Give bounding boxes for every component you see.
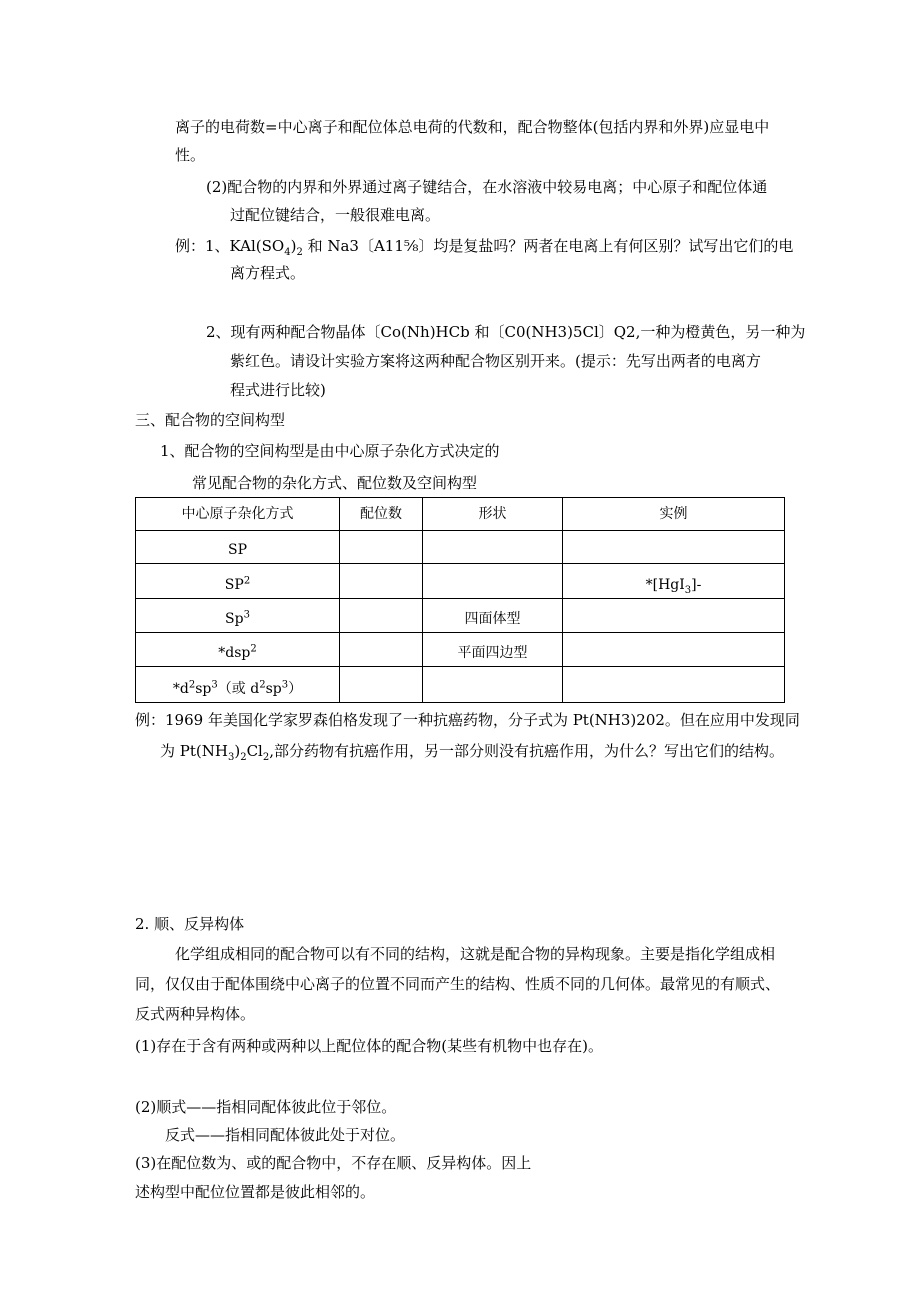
table-row	[136, 667, 785, 703]
formula-part: 为 Pt(NH	[160, 742, 228, 760]
example3-line1: 例：1969 年美国化学家罗森伯格发现了一种抗癌药物，分子式为 Pt(NH3)202。但在应用中发现同	[135, 711, 800, 729]
hyb-sup: 2	[243, 575, 251, 587]
isomer-item3b: 述构型中配位位置都是彼此相邻的。	[135, 1183, 376, 1201]
hyb-text: sp	[195, 681, 212, 697]
isomer-p2: 同，仅仅由于配体围绕中心离子的位置不同而产生的结构、性质不同的几何体。最常见的有顺式、	[135, 975, 781, 993]
cell-coordination	[340, 633, 423, 667]
isomer-p1: 化学组成相同的配合物可以有不同的结构，这就是配合物的异构现象。主要是指化学组成相	[175, 945, 776, 963]
cell-hybridization	[136, 633, 340, 667]
cell-coordination	[340, 599, 423, 633]
cell-hybridization	[136, 531, 340, 564]
example2-line1: 2、现有两种配合物晶体〔Co(Nh)HCb 和〔C0(NH3)5Cl〕Q2,一种为橙黄色，另一种为	[206, 323, 806, 341]
table-row	[136, 633, 785, 667]
hyb-sup: 3	[211, 679, 218, 691]
example3-line2	[160, 741, 784, 761]
cell-example	[563, 599, 785, 633]
hyb-sup: 3	[281, 679, 289, 691]
example1-sub2: 2	[296, 247, 303, 258]
hyb-text: sp	[265, 681, 282, 697]
hyb-text: SP	[224, 577, 244, 593]
isomer-item2: (2)顺式——指相同配体彼此位于邻位。	[135, 1098, 397, 1116]
cell-coordination	[340, 531, 423, 564]
example2-line2: 紫红色。请设计实验方案将这两种配合物区别开来。(提示：先写出两者的电离方	[230, 352, 761, 370]
para1-line2: 性。	[175, 146, 206, 164]
header-example: 实例	[563, 498, 785, 531]
para2-line1: (2)配合物的内界和外界通过离子键结合，在水溶液中较易电离；中心原子和配位体通	[206, 178, 768, 196]
example1-line1: 例：1、$KAl(SO_4)_2$ 和 Na3〔A11⅝〕均是复盐吗？两者在电离上有何区别？试写出它们的电	[175, 237, 794, 258]
cell-coordination	[340, 667, 423, 703]
hyb-text: Sp	[225, 611, 244, 627]
formula-part: )	[234, 742, 241, 760]
hyb-sup: 3	[243, 609, 250, 621]
section3-point1: 1、配合物的空间构型是由中心原子杂化方式决定的	[160, 442, 500, 460]
table-row	[136, 531, 785, 564]
table-header-row	[136, 498, 785, 531]
example3-rest: ,部分药物有抗癌作用，另一部分则没有抗癌作用，为什么？写出它们的结构。	[269, 742, 784, 760]
isomer-item1: (1)存在于含有两种或两种以上配位体的配合物(某些有机物中也存在)。	[135, 1037, 603, 1055]
formula-part: Cl	[246, 742, 263, 760]
hyb-text: ）	[288, 681, 303, 697]
example-sub: 3	[684, 584, 692, 596]
example2-line3: 程式进行比较)	[230, 381, 326, 399]
hyb-text: *dsp	[218, 645, 251, 661]
cell-shape: 四面体型	[423, 599, 563, 633]
cell-hybridization	[136, 564, 340, 599]
isomer-item2b: 反式——指相同配体彼此处于对位。	[165, 1126, 406, 1144]
table-caption: 常见配合物的杂化方式、配位数及空间构型	[192, 474, 478, 492]
para1-line1: 离子的电荷数=中心离子和配位体总电荷的代数和，配合物整体(包括内界和外界)应显电中	[175, 118, 770, 136]
header-coordination: 配位数	[340, 498, 423, 531]
cell-example	[563, 531, 785, 564]
formula-sub: 3	[227, 752, 235, 763]
section3-heading: 三、配合物的空间构型	[135, 411, 286, 429]
para2-line2: 过配位键结合，一般很难电离。	[230, 206, 441, 224]
isomer-item3: (3)在配位数为、或的配合物中，不存在顺、反异构体。因上	[135, 1154, 532, 1172]
hyb-text: SP	[227, 542, 247, 558]
hyb-text: （或 d	[217, 681, 260, 697]
hybridization-table	[135, 497, 785, 703]
example-tail: ]-	[691, 577, 702, 593]
example1-line2: 离方程式。	[230, 264, 306, 282]
cell-shape	[423, 564, 563, 599]
example-text: *[HgI	[645, 577, 685, 593]
hyb-sup: 2	[250, 643, 257, 655]
cell-example	[563, 564, 785, 599]
cell-hybridization	[136, 667, 340, 703]
cell-example	[563, 633, 785, 667]
header-shape: 形状	[423, 498, 563, 531]
hyb-sup: 2	[259, 679, 266, 691]
isomer-p3: 反式两种异构体。	[135, 1005, 256, 1023]
isomer-heading: 2. 顺、反异构体	[135, 915, 245, 933]
hyb-sup: 2	[188, 679, 196, 691]
cell-shape: 平面四边型	[423, 633, 563, 667]
formula-sub: 2	[240, 752, 247, 763]
cell-coordination	[340, 564, 423, 599]
hyb-text: *d	[172, 681, 189, 697]
example1-rest: 和 Na3〔A11⅝〕均是复盐吗？两者在电离上有何区别？试写出它们的电	[302, 237, 794, 255]
example1-sub: 4	[284, 247, 291, 258]
cell-shape	[423, 667, 563, 703]
cell-example	[563, 667, 785, 703]
example1-prefix: 例：1、KAl(SO	[175, 237, 285, 255]
cell-hybridization	[136, 599, 340, 633]
formula-sub: 2	[262, 752, 270, 763]
header-hybridization: 中心原子杂化方式	[136, 498, 340, 531]
cell-shape	[423, 531, 563, 564]
table-row	[136, 564, 785, 599]
table-row	[136, 599, 785, 633]
